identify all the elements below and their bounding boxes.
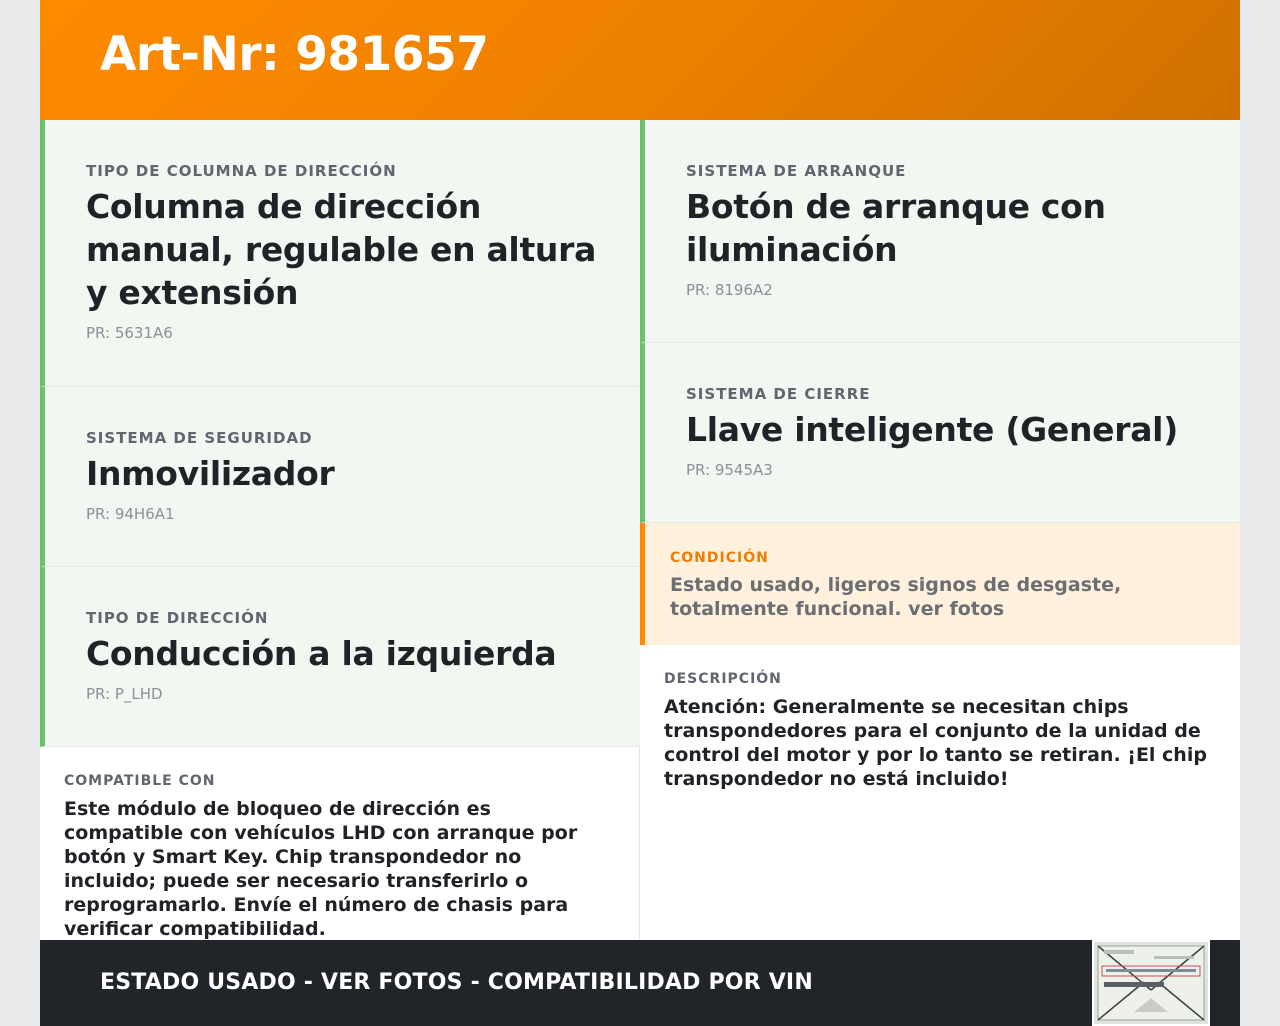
description-text: Atención: Generalmente se necesitan chips transpondedores para el conjunto de la unidad de control del motor y por lo tanto se retiran. ¡El chip transpondedor no está incluido!	[664, 696, 1207, 790]
spec-label: TIPO DE DIRECCIÓN	[86, 609, 269, 627]
spec-value: Inmovilizador	[86, 454, 335, 493]
compatible-text: Este módulo de bloqueo de dirección es compatible con vehículos LHD con arranque por botón y Smart Key. Chip transpondedor no incluido; puede ser necesario transferirlo o reprogramarlo. Envíe el número de chasis para verificar compatibilidad.	[64, 798, 578, 940]
product-sheet	[40, 0, 1240, 1026]
description-section	[640, 645, 1240, 940]
compatible-section	[40, 747, 639, 940]
spec-label: TIPO DE COLUMNA DE DIRECCIÓN	[86, 162, 397, 180]
spec-card-lock-system	[640, 343, 1240, 523]
part-label-photo-icon[interactable]	[1092, 940, 1210, 1026]
spec-card-steering-column	[40, 120, 640, 387]
spec-card-steering-type	[40, 567, 640, 747]
footer-bar	[40, 940, 1240, 1026]
spec-pr-code: PR: P_LHD	[86, 685, 163, 703]
spec-value: Botón de arranque con iluminación	[686, 187, 1106, 269]
footer-text: ESTADO USADO - VER FOTOS - COMPATIBILIDAD POR VIN	[100, 970, 813, 995]
spec-pr-code: PR: 8196A2	[686, 281, 773, 299]
condition-box	[640, 523, 1240, 645]
spec-pr-code: PR: 94H6A1	[86, 505, 175, 523]
compatible-label: COMPATIBLE CON	[64, 773, 216, 789]
spec-value: Conducción a la izquierda	[86, 634, 557, 673]
article-number-title: Art-Nr: 981657	[100, 27, 489, 82]
part-label-photo-graphic	[1094, 942, 1208, 1024]
spec-card-security-system	[40, 387, 640, 567]
spec-label: SISTEMA DE CIERRE	[686, 385, 871, 403]
spec-value: Llave inteligente (General)	[686, 410, 1178, 449]
description-label: DESCRIPCIÓN	[664, 671, 782, 687]
condition-label: CONDICIÓN	[670, 550, 769, 566]
spec-label: SISTEMA DE SEGURIDAD	[86, 429, 313, 447]
header-bar	[40, 0, 1240, 120]
spec-card-start-system	[640, 120, 1240, 343]
condition-text: Estado usado, ligeros signos de desgaste, totalmente funcional. ver fotos	[670, 574, 1122, 620]
spec-label: SISTEMA DE ARRANQUE	[686, 162, 907, 180]
spec-pr-code: PR: 9545A3	[686, 461, 773, 479]
spec-pr-code: PR: 5631A6	[86, 324, 173, 342]
spec-value: Columna de dirección manual, regulable en altura y extensión	[86, 187, 597, 312]
